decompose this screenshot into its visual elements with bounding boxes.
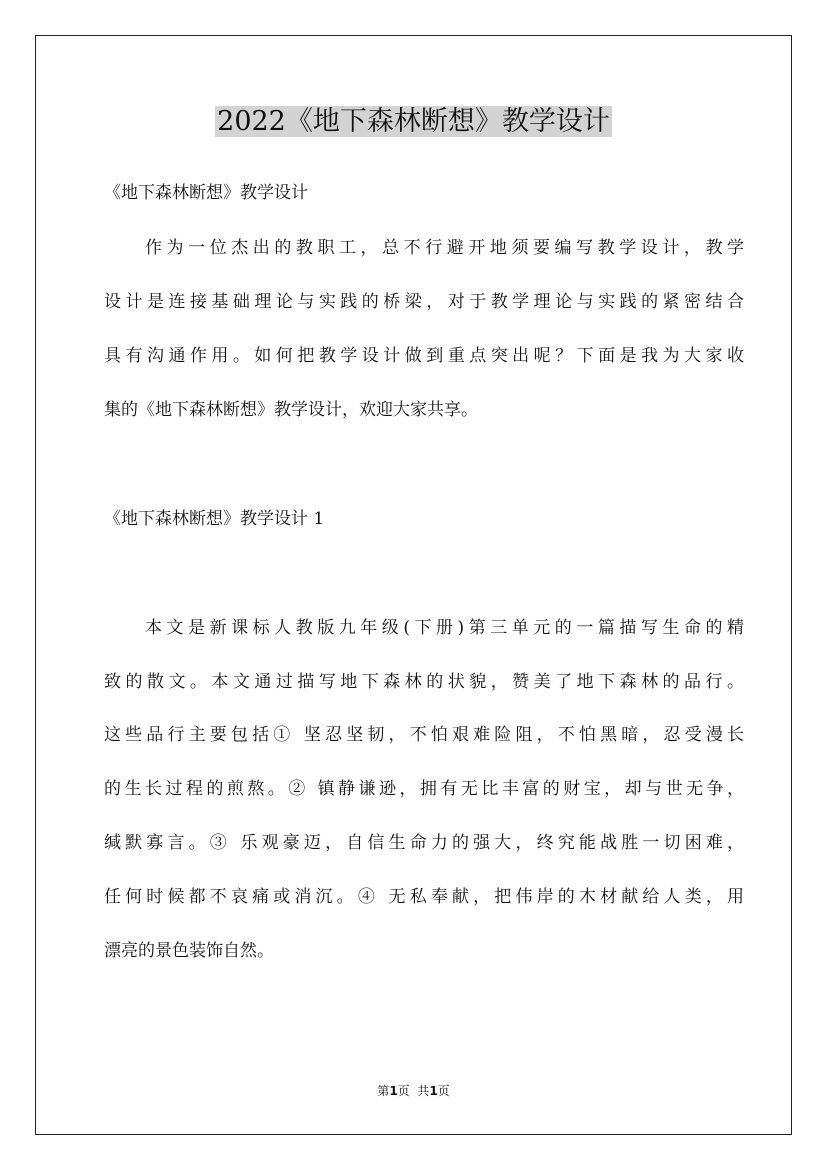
intro-line-3: 具有沟通作用。如何把教学设计做到重点突出呢？下面是我为大家收 (104, 346, 744, 366)
page-suffix: 页 (437, 1084, 450, 1098)
body-line-3: 这些品行主要包括① 坚忍坚韧，不怕艰难险阻，不怕黑暗，忍受漫长 (104, 725, 744, 745)
document-title-text: 2022《地下森林断想》教学设计 (217, 106, 610, 137)
document-title (0, 100, 827, 144)
page-current: 1 (389, 1084, 398, 1098)
page-prefix: 第 (377, 1084, 390, 1098)
page-middle: 页 共 (397, 1084, 430, 1098)
body-line-4: 的生长过程的煎熬。② 镇静谦逊，拥有无比丰富的财宝，却与世无争， (104, 779, 744, 799)
document-subtitle: 《地下森林断想》教学设计 (104, 183, 308, 203)
intro-line-4: 集的《地下森林断想》教学设计，欢迎大家共享。 (104, 400, 478, 420)
body-line-1: 本文是新课标人教版九年级(下册)第三单元的一篇描写生命的精 (145, 618, 744, 638)
section-heading: 《地下森林断想》教学设计 1 (104, 509, 325, 529)
intro-line-2: 设计是连接基础理论与实践的桥梁，对于教学理论与实践的紧密结合 (104, 292, 744, 312)
body-line-2: 致的散文。本文通过描写地下森林的状貌，赞美了地下森林的品行。 (104, 672, 744, 692)
intro-line-1: 作为一位杰出的教职工，总不行避开地须要编写教学设计，教学 (145, 238, 744, 258)
body-line-5: 缄默寡言。③ 乐观豪迈，自信生命力的强大，终究能战胜一切困难， (104, 833, 744, 853)
page-total: 1 (429, 1084, 438, 1098)
body-line-7: 漂亮的景色装饰自然。 (104, 941, 274, 961)
page-footer (0, 1082, 827, 1100)
body-line-6: 任何时候都不哀痛或消沉。④ 无私奉献，把伟岸的木材献给人类，用 (104, 887, 744, 907)
